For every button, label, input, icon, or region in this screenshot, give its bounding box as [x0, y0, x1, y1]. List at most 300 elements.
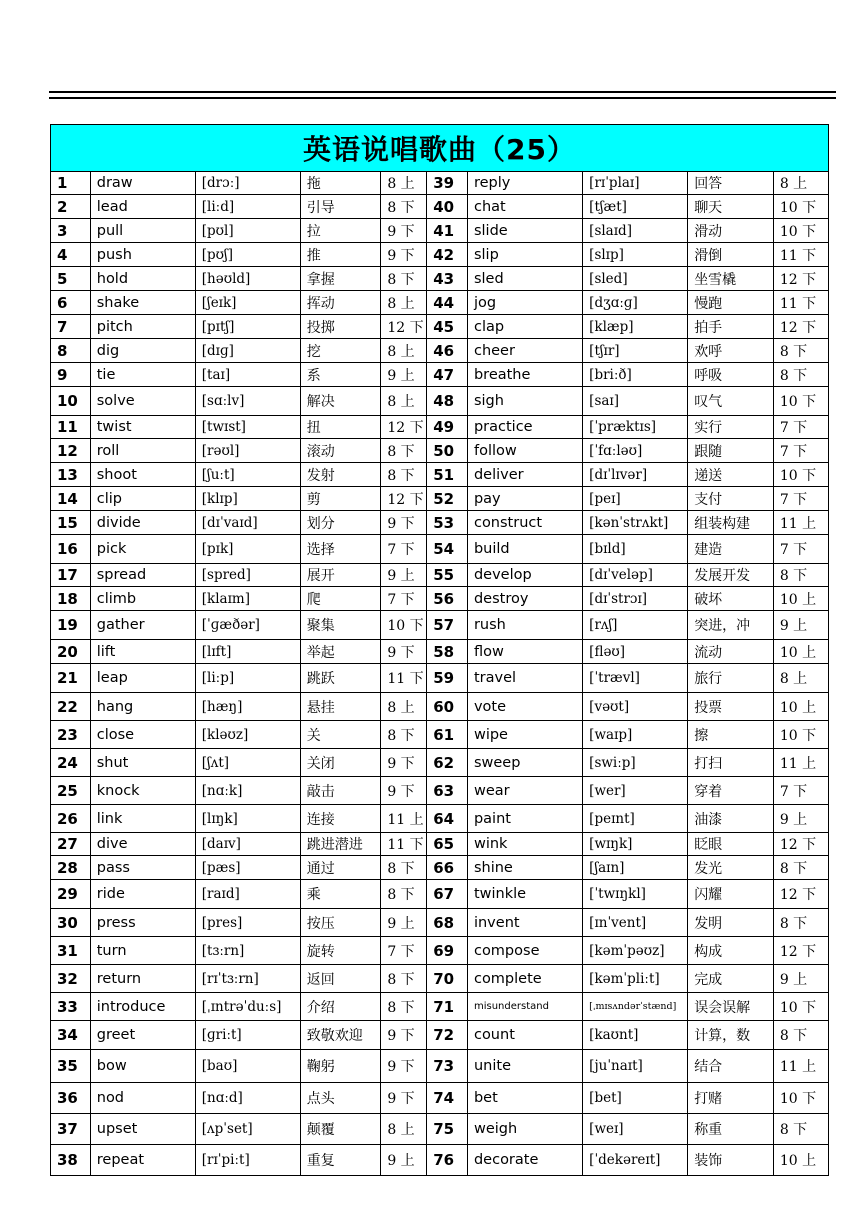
left-english-word-cell: pitch — [90, 315, 195, 339]
left-phonetic-cell: [pʊʃ] — [195, 243, 300, 267]
right-chinese-meaning-cell: 发光 — [688, 856, 774, 880]
left-number-cell: 4 — [51, 243, 91, 267]
right-phonetic-cell: [briːð] — [583, 363, 688, 387]
right-english-word-cell: unite — [467, 1050, 582, 1083]
left-number-cell: 7 — [51, 315, 91, 339]
left-phonetic-cell: [liːp] — [195, 664, 300, 693]
right-textbook-unit-cell: 8 下 — [773, 909, 828, 937]
left-chinese-meaning-cell: 推 — [300, 243, 381, 267]
right-number-cell: 65 — [427, 833, 468, 856]
right-textbook-unit-cell: 10 上 — [773, 693, 828, 721]
right-textbook-unit-cell: 10 下 — [773, 463, 828, 487]
table-row — [51, 463, 829, 487]
header-rule-top — [49, 91, 836, 93]
left-textbook-unit-cell: 8 上 — [381, 693, 427, 721]
right-textbook-unit-cell: 7 下 — [773, 416, 828, 439]
left-number-cell: 3 — [51, 219, 91, 243]
left-english-word-cell: pull — [90, 219, 195, 243]
left-number-cell: 6 — [51, 291, 91, 315]
left-chinese-meaning-cell: 挥动 — [300, 291, 381, 315]
right-number-cell: 51 — [427, 463, 468, 487]
left-number-cell: 24 — [51, 749, 91, 777]
right-phonetic-cell: [sled] — [583, 267, 688, 291]
left-english-word-cell: spread — [90, 564, 195, 587]
right-chinese-meaning-cell: 流动 — [688, 640, 774, 664]
right-textbook-unit-cell: 8 下 — [773, 1114, 828, 1145]
left-chinese-meaning-cell: 解决 — [300, 387, 381, 416]
left-phonetic-cell: [lɪŋk] — [195, 805, 300, 833]
left-english-word-cell: roll — [90, 439, 195, 463]
left-english-word-cell: greet — [90, 1021, 195, 1050]
right-chinese-meaning-cell: 实行 — [688, 416, 774, 439]
left-phonetic-cell: [lɪft] — [195, 640, 300, 664]
right-phonetic-cell: [weɪ] — [583, 1114, 688, 1145]
right-english-word-cell: invent — [467, 909, 582, 937]
right-chinese-meaning-cell: 发明 — [688, 909, 774, 937]
right-phonetic-cell: [juˈnaɪt] — [583, 1050, 688, 1083]
left-textbook-unit-cell: 9 下 — [381, 1050, 427, 1083]
left-chinese-meaning-cell: 挖 — [300, 339, 381, 363]
left-number-cell: 1 — [51, 172, 91, 195]
left-textbook-unit-cell: 8 下 — [381, 856, 427, 880]
right-number-cell: 39 — [427, 172, 468, 195]
left-english-word-cell: shut — [90, 749, 195, 777]
left-number-cell: 19 — [51, 611, 91, 640]
right-phonetic-cell: [ˈfɑːləʊ] — [583, 439, 688, 463]
left-number-cell: 23 — [51, 721, 91, 749]
left-english-word-cell: pass — [90, 856, 195, 880]
table-row — [51, 439, 829, 463]
right-english-word-cell: practice — [467, 416, 582, 439]
right-english-word-cell: complete — [467, 965, 582, 993]
left-phonetic-cell: [pɪtʃ] — [195, 315, 300, 339]
right-chinese-meaning-cell: 破坏 — [688, 587, 774, 611]
right-number-cell: 70 — [427, 965, 468, 993]
right-english-word-cell: sweep — [467, 749, 582, 777]
right-english-word-cell: cheer — [467, 339, 582, 363]
right-textbook-unit-cell: 10 上 — [773, 640, 828, 664]
left-english-word-cell: nod — [90, 1083, 195, 1114]
left-textbook-unit-cell: 12 下 — [381, 487, 427, 511]
right-phonetic-cell: [ˈpræktɪs] — [583, 416, 688, 439]
right-number-cell: 41 — [427, 219, 468, 243]
right-english-word-cell: shine — [467, 856, 582, 880]
left-textbook-unit-cell: 11 下 — [381, 833, 427, 856]
left-english-word-cell: lift — [90, 640, 195, 664]
right-phonetic-cell: [ˈdekəreɪt] — [583, 1145, 688, 1176]
right-english-word-cell: paint — [467, 805, 582, 833]
left-number-cell: 29 — [51, 880, 91, 909]
left-english-word-cell: ride — [90, 880, 195, 909]
left-textbook-unit-cell: 9 下 — [381, 640, 427, 664]
left-phonetic-cell: [nɑːk] — [195, 777, 300, 805]
left-textbook-unit-cell: 9 上 — [381, 363, 427, 387]
right-phonetic-cell: [kəmˈpliːt] — [583, 965, 688, 993]
left-phonetic-cell: [daɪv] — [195, 833, 300, 856]
left-english-word-cell: clip — [90, 487, 195, 511]
table-row — [51, 965, 829, 993]
right-number-cell: 55 — [427, 564, 468, 587]
right-number-cell: 63 — [427, 777, 468, 805]
left-chinese-meaning-cell: 剪 — [300, 487, 381, 511]
left-textbook-unit-cell: 9 下 — [381, 219, 427, 243]
right-chinese-meaning-cell: 计算，数 — [688, 1021, 774, 1050]
left-english-word-cell: shake — [90, 291, 195, 315]
left-english-word-cell: dig — [90, 339, 195, 363]
left-english-word-cell: shoot — [90, 463, 195, 487]
right-phonetic-cell: [peɪnt] — [583, 805, 688, 833]
right-english-word-cell: misunderstand — [467, 993, 582, 1021]
left-number-cell: 14 — [51, 487, 91, 511]
right-number-cell: 71 — [427, 993, 468, 1021]
right-english-word-cell: breathe — [467, 363, 582, 387]
table-row — [51, 1050, 829, 1083]
table-row — [51, 587, 829, 611]
table-row — [51, 833, 829, 856]
left-number-cell: 31 — [51, 937, 91, 965]
right-number-cell: 73 — [427, 1050, 468, 1083]
left-textbook-unit-cell: 12 下 — [381, 416, 427, 439]
right-textbook-unit-cell: 9 上 — [773, 611, 828, 640]
left-textbook-unit-cell: 9 下 — [381, 777, 427, 805]
right-textbook-unit-cell: 10 下 — [773, 219, 828, 243]
left-phonetic-cell: [ʌpˈset] — [195, 1114, 300, 1145]
right-chinese-meaning-cell: 组装构建 — [688, 511, 774, 535]
left-textbook-unit-cell: 8 下 — [381, 463, 427, 487]
table-row — [51, 880, 829, 909]
left-chinese-meaning-cell: 跳进潜进 — [300, 833, 381, 856]
right-chinese-meaning-cell: 递送 — [688, 463, 774, 487]
right-number-cell: 50 — [427, 439, 468, 463]
left-phonetic-cell: [drɔː] — [195, 172, 300, 195]
right-phonetic-cell: [ʃaɪn] — [583, 856, 688, 880]
right-textbook-unit-cell: 11 上 — [773, 511, 828, 535]
left-phonetic-cell: [klɪp] — [195, 487, 300, 511]
right-chinese-meaning-cell: 油漆 — [688, 805, 774, 833]
left-phonetic-cell: [tɜːrn] — [195, 937, 300, 965]
left-textbook-unit-cell: 11 下 — [381, 664, 427, 693]
right-textbook-unit-cell: 9 上 — [773, 965, 828, 993]
right-phonetic-cell: [peɪ] — [583, 487, 688, 511]
right-chinese-meaning-cell: 发展开发 — [688, 564, 774, 587]
right-chinese-meaning-cell: 聊天 — [688, 195, 774, 219]
left-english-word-cell: upset — [90, 1114, 195, 1145]
right-textbook-unit-cell: 8 下 — [773, 363, 828, 387]
table-row — [51, 856, 829, 880]
left-chinese-meaning-cell: 拖 — [300, 172, 381, 195]
left-english-word-cell: hold — [90, 267, 195, 291]
left-english-word-cell: solve — [90, 387, 195, 416]
right-english-word-cell: compose — [467, 937, 582, 965]
right-chinese-meaning-cell: 叹气 — [688, 387, 774, 416]
left-number-cell: 10 — [51, 387, 91, 416]
left-number-cell: 36 — [51, 1083, 91, 1114]
right-english-word-cell: bet — [467, 1083, 582, 1114]
left-english-word-cell: introduce — [90, 993, 195, 1021]
right-english-word-cell: destroy — [467, 587, 582, 611]
right-number-cell: 67 — [427, 880, 468, 909]
right-phonetic-cell: [tʃæt] — [583, 195, 688, 219]
table-row — [51, 1083, 829, 1114]
right-number-cell: 59 — [427, 664, 468, 693]
right-number-cell: 62 — [427, 749, 468, 777]
left-phonetic-cell: [baʊ] — [195, 1050, 300, 1083]
right-number-cell: 56 — [427, 587, 468, 611]
right-number-cell: 75 — [427, 1114, 468, 1145]
left-chinese-meaning-cell: 按压 — [300, 909, 381, 937]
table-row — [51, 487, 829, 511]
left-phonetic-cell: [həʊld] — [195, 267, 300, 291]
left-textbook-unit-cell: 9 下 — [381, 511, 427, 535]
left-chinese-meaning-cell: 系 — [300, 363, 381, 387]
left-number-cell: 37 — [51, 1114, 91, 1145]
left-english-word-cell: leap — [90, 664, 195, 693]
table-row — [51, 267, 829, 291]
left-phonetic-cell: [pæs] — [195, 856, 300, 880]
right-number-cell: 44 — [427, 291, 468, 315]
left-number-cell: 15 — [51, 511, 91, 535]
left-textbook-unit-cell: 8 下 — [381, 721, 427, 749]
left-chinese-meaning-cell: 拉 — [300, 219, 381, 243]
right-chinese-meaning-cell: 突进，冲 — [688, 611, 774, 640]
table-row — [51, 511, 829, 535]
right-number-cell: 76 — [427, 1145, 468, 1176]
left-english-word-cell: hang — [90, 693, 195, 721]
right-english-word-cell: slide — [467, 219, 582, 243]
left-textbook-unit-cell: 8 下 — [381, 880, 427, 909]
left-number-cell: 21 — [51, 664, 91, 693]
left-chinese-meaning-cell: 敲击 — [300, 777, 381, 805]
left-phonetic-cell: [klaɪm] — [195, 587, 300, 611]
left-textbook-unit-cell: 10 下 — [381, 611, 427, 640]
right-chinese-meaning-cell: 称重 — [688, 1114, 774, 1145]
right-english-word-cell: weigh — [467, 1114, 582, 1145]
left-textbook-unit-cell: 8 下 — [381, 993, 427, 1021]
right-chinese-meaning-cell: 旅行 — [688, 664, 774, 693]
left-number-cell: 32 — [51, 965, 91, 993]
left-english-word-cell: gather — [90, 611, 195, 640]
right-phonetic-cell: [saɪ] — [583, 387, 688, 416]
left-chinese-meaning-cell: 拿握 — [300, 267, 381, 291]
right-english-word-cell: count — [467, 1021, 582, 1050]
left-phonetic-cell: [dɪˈvaɪd] — [195, 511, 300, 535]
right-number-cell: 40 — [427, 195, 468, 219]
right-chinese-meaning-cell: 结合 — [688, 1050, 774, 1083]
right-english-word-cell: jog — [467, 291, 582, 315]
right-textbook-unit-cell: 10 下 — [773, 195, 828, 219]
table-row — [51, 1145, 829, 1176]
left-english-word-cell: link — [90, 805, 195, 833]
right-number-cell: 72 — [427, 1021, 468, 1050]
right-english-word-cell: wear — [467, 777, 582, 805]
right-phonetic-cell: [waɪp] — [583, 721, 688, 749]
right-english-word-cell: wink — [467, 833, 582, 856]
right-english-word-cell: vote — [467, 693, 582, 721]
right-textbook-unit-cell: 9 上 — [773, 805, 828, 833]
right-textbook-unit-cell: 12 下 — [773, 267, 828, 291]
left-number-cell: 17 — [51, 564, 91, 587]
table-row — [51, 693, 829, 721]
right-textbook-unit-cell: 7 下 — [773, 487, 828, 511]
left-number-cell: 9 — [51, 363, 91, 387]
right-textbook-unit-cell: 10 下 — [773, 993, 828, 1021]
right-phonetic-cell: [wɪŋk] — [583, 833, 688, 856]
left-phonetic-cell: [ʃuːt] — [195, 463, 300, 487]
left-phonetic-cell: [rɪˈpiːt] — [195, 1145, 300, 1176]
left-phonetic-cell: [pres] — [195, 909, 300, 937]
left-textbook-unit-cell: 9 下 — [381, 243, 427, 267]
right-english-word-cell: chat — [467, 195, 582, 219]
left-phonetic-cell: [pɪk] — [195, 535, 300, 564]
left-english-word-cell: close — [90, 721, 195, 749]
left-english-word-cell: push — [90, 243, 195, 267]
right-textbook-unit-cell: 7 下 — [773, 777, 828, 805]
title-row — [51, 125, 829, 172]
left-phonetic-cell: [ˈɡæðər] — [195, 611, 300, 640]
right-textbook-unit-cell: 8 上 — [773, 664, 828, 693]
right-textbook-unit-cell: 11 下 — [773, 243, 828, 267]
left-textbook-unit-cell: 7 下 — [381, 535, 427, 564]
left-chinese-meaning-cell: 扭 — [300, 416, 381, 439]
left-textbook-unit-cell: 8 上 — [381, 339, 427, 363]
left-english-word-cell: bow — [90, 1050, 195, 1083]
vocabulary-table — [50, 124, 829, 1176]
left-chinese-meaning-cell: 旋转 — [300, 937, 381, 965]
right-phonetic-cell: [ɪnˈvent] — [583, 909, 688, 937]
left-textbook-unit-cell: 8 上 — [381, 1114, 427, 1145]
table-row — [51, 416, 829, 439]
table-title: 英语说唱歌曲（25） — [51, 125, 829, 172]
right-phonetic-cell: [bɪld] — [583, 535, 688, 564]
right-phonetic-cell: [tʃɪr] — [583, 339, 688, 363]
right-chinese-meaning-cell: 欢呼 — [688, 339, 774, 363]
left-phonetic-cell: [kləʊz] — [195, 721, 300, 749]
left-chinese-meaning-cell: 引导 — [300, 195, 381, 219]
right-english-word-cell: follow — [467, 439, 582, 463]
right-phonetic-cell: [kənˈstrʌkt] — [583, 511, 688, 535]
right-english-word-cell: travel — [467, 664, 582, 693]
table-row — [51, 909, 829, 937]
right-number-cell: 48 — [427, 387, 468, 416]
left-phonetic-cell: [liːd] — [195, 195, 300, 219]
left-chinese-meaning-cell: 点头 — [300, 1083, 381, 1114]
left-chinese-meaning-cell: 颠覆 — [300, 1114, 381, 1145]
left-number-cell: 38 — [51, 1145, 91, 1176]
left-chinese-meaning-cell: 乘 — [300, 880, 381, 909]
right-phonetic-cell: [slɪp] — [583, 243, 688, 267]
right-chinese-meaning-cell: 建造 — [688, 535, 774, 564]
table-row — [51, 937, 829, 965]
right-phonetic-cell: [dʒɑːɡ] — [583, 291, 688, 315]
left-number-cell: 22 — [51, 693, 91, 721]
left-textbook-unit-cell: 8 下 — [381, 195, 427, 219]
left-phonetic-cell: [ɡriːt] — [195, 1021, 300, 1050]
left-textbook-unit-cell: 7 下 — [381, 937, 427, 965]
left-textbook-unit-cell: 8 上 — [381, 291, 427, 315]
left-english-word-cell: climb — [90, 587, 195, 611]
left-english-word-cell: return — [90, 965, 195, 993]
right-chinese-meaning-cell: 慢跑 — [688, 291, 774, 315]
left-chinese-meaning-cell: 划分 — [300, 511, 381, 535]
left-textbook-unit-cell: 11 上 — [381, 805, 427, 833]
right-phonetic-cell: [kaʊnt] — [583, 1021, 688, 1050]
left-number-cell: 20 — [51, 640, 91, 664]
right-english-word-cell: construct — [467, 511, 582, 535]
table-row — [51, 535, 829, 564]
right-english-word-cell: rush — [467, 611, 582, 640]
right-phonetic-cell: [klæp] — [583, 315, 688, 339]
left-phonetic-cell: [rɪˈtɜːrn] — [195, 965, 300, 993]
left-phonetic-cell: [spred] — [195, 564, 300, 587]
left-phonetic-cell: [ˌɪntrəˈduːs] — [195, 993, 300, 1021]
right-number-cell: 66 — [427, 856, 468, 880]
left-english-word-cell: pick — [90, 535, 195, 564]
left-chinese-meaning-cell: 连接 — [300, 805, 381, 833]
left-number-cell: 33 — [51, 993, 91, 1021]
right-textbook-unit-cell: 10 下 — [773, 387, 828, 416]
right-textbook-unit-cell: 7 下 — [773, 535, 828, 564]
table-row — [51, 749, 829, 777]
table-row — [51, 721, 829, 749]
left-chinese-meaning-cell: 致敬欢迎 — [300, 1021, 381, 1050]
right-chinese-meaning-cell: 构成 — [688, 937, 774, 965]
left-chinese-meaning-cell: 展开 — [300, 564, 381, 587]
right-chinese-meaning-cell: 穿着 — [688, 777, 774, 805]
left-number-cell: 16 — [51, 535, 91, 564]
left-english-word-cell: dive — [90, 833, 195, 856]
right-chinese-meaning-cell: 投票 — [688, 693, 774, 721]
left-phonetic-cell: [pʊl] — [195, 219, 300, 243]
left-phonetic-cell: [hæŋ] — [195, 693, 300, 721]
table-row — [51, 1021, 829, 1050]
right-number-cell: 49 — [427, 416, 468, 439]
left-number-cell: 34 — [51, 1021, 91, 1050]
right-chinese-meaning-cell: 闪耀 — [688, 880, 774, 909]
right-english-word-cell: build — [467, 535, 582, 564]
right-number-cell: 42 — [427, 243, 468, 267]
right-number-cell: 64 — [427, 805, 468, 833]
left-english-word-cell: press — [90, 909, 195, 937]
left-number-cell: 8 — [51, 339, 91, 363]
right-chinese-meaning-cell: 呼吸 — [688, 363, 774, 387]
left-chinese-meaning-cell: 举起 — [300, 640, 381, 664]
right-english-word-cell: sled — [467, 267, 582, 291]
table-row — [51, 195, 829, 219]
left-number-cell: 2 — [51, 195, 91, 219]
left-number-cell: 28 — [51, 856, 91, 880]
left-textbook-unit-cell: 9 上 — [381, 909, 427, 937]
table-row — [51, 172, 829, 195]
left-chinese-meaning-cell: 通过 — [300, 856, 381, 880]
left-chinese-meaning-cell: 选择 — [300, 535, 381, 564]
table-row — [51, 219, 829, 243]
right-phonetic-cell: [ˈtrævl] — [583, 664, 688, 693]
left-textbook-unit-cell: 9 下 — [381, 1083, 427, 1114]
right-phonetic-cell: [vəʊt] — [583, 693, 688, 721]
right-textbook-unit-cell: 8 下 — [773, 339, 828, 363]
right-textbook-unit-cell: 8 下 — [773, 856, 828, 880]
right-textbook-unit-cell: 10 下 — [773, 1083, 828, 1114]
right-number-cell: 57 — [427, 611, 468, 640]
right-textbook-unit-cell: 8 下 — [773, 564, 828, 587]
right-number-cell: 52 — [427, 487, 468, 511]
left-chinese-meaning-cell: 鞠躬 — [300, 1050, 381, 1083]
table-row — [51, 777, 829, 805]
left-phonetic-cell: [raɪd] — [195, 880, 300, 909]
right-textbook-unit-cell: 10 下 — [773, 721, 828, 749]
right-textbook-unit-cell: 7 下 — [773, 439, 828, 463]
right-textbook-unit-cell: 11 下 — [773, 291, 828, 315]
